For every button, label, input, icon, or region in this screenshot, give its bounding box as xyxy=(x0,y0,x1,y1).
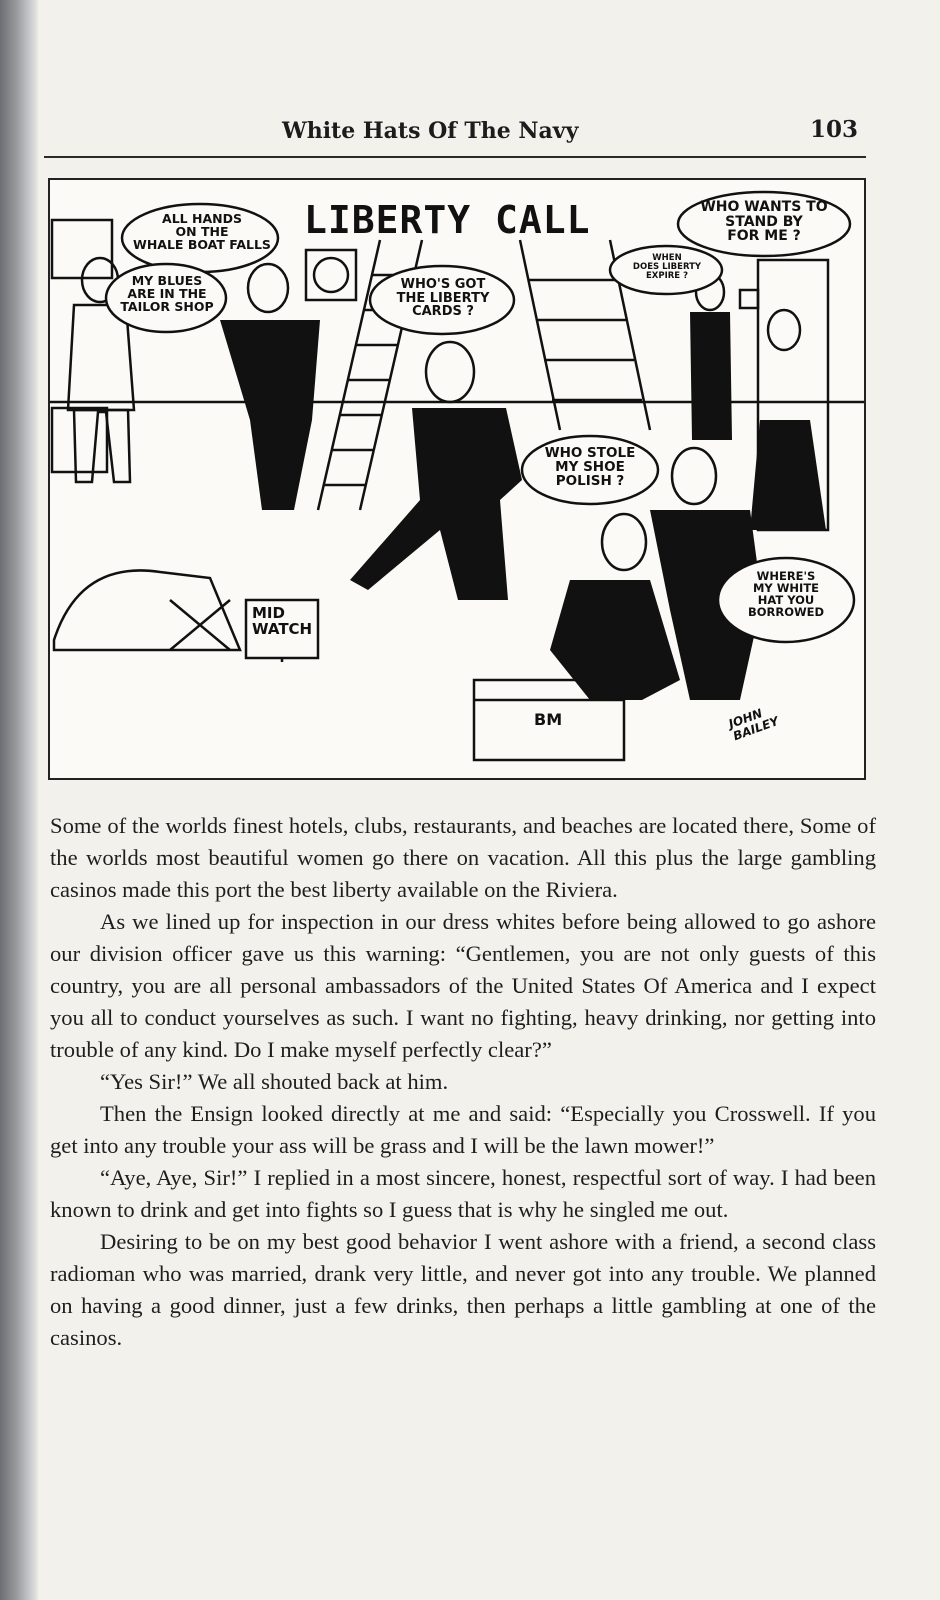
balloon-whale-boat: ALL HANDS ON THE WHALE BOAT FALLS xyxy=(133,211,271,253)
paragraph: Then the Ensign looked directly at me and said: “Especially you Crosswell. If you get into any trouble your ass will be grass and I will be the lawn mower!” xyxy=(50,1101,876,1158)
cartoon-title: LIBERTY CALL xyxy=(304,198,591,242)
page-header xyxy=(44,112,866,158)
paragraph: “Aye, Aye, Sir!” I replied in a most sincere, honest, respectful sort of way. I had been known to drink and get into fights so I guess that is why he singled me out. xyxy=(50,1165,876,1222)
bm-box-label: BM xyxy=(534,710,563,729)
paragraph: As we lined up for inspection in our dress whites before being allowed to go ashore our division officer gave us this warning: “Gentlemen, you are not only guests of this country, you are all personal ambassadors of the United States Of America and I expect you all to conduct yourselves as such. I want no fighting, heavy drinking, nor getting into trouble of any kind. Do I make myself perfectly clear?” xyxy=(50,909,876,1062)
book-spine-shadow xyxy=(0,0,38,1600)
cartoon-illustration xyxy=(48,178,866,780)
running-title: White Hats Of The Navy xyxy=(282,118,579,144)
cartoon-drawing xyxy=(50,180,864,778)
mid-watch-sign: MID WATCH xyxy=(252,604,313,638)
paragraph: “Yes Sir!” We all shouted back at him. xyxy=(100,1069,449,1094)
paragraph: Desiring to be on my best good behavior I went ashore with a friend, a second class radioman who was married, drank very little, and never got into any trouble. We planned on having a good dinner, just a few drinks, then perhaps a little gambling at one of the casinos. xyxy=(50,1229,876,1350)
balloon-liberty-expire: WHEN DOES LIBERTY EXPIRE ? xyxy=(632,253,702,281)
balloon-liberty-cards: WHO'S GOT THE LIBERTY CARDS ? xyxy=(396,277,490,320)
paragraph: Some of the worlds finest hotels, clubs, restaurants, and beaches are located there, Some of the worlds most beautiful women go there on vacation. All this plus the large gambling casinos made this port the best liberty available on the Riviera. xyxy=(50,813,876,902)
balloon-shoe-polish: WHO STOLE MY SHOE POLISH ? xyxy=(544,445,636,490)
balloon-white-hat: WHERE'S MY WHITE HAT YOU BORROWED xyxy=(747,569,825,620)
page-number: 103 xyxy=(809,116,858,143)
artist-signature: JOHN BAILEY xyxy=(726,706,781,743)
body-text xyxy=(50,810,876,1354)
balloon-tailor-shop: MY BLUES ARE IN THE TAILOR SHOP xyxy=(120,273,214,315)
balloon-stand-by: WHO WANTS TO STAND BY FOR ME ? xyxy=(700,199,828,245)
